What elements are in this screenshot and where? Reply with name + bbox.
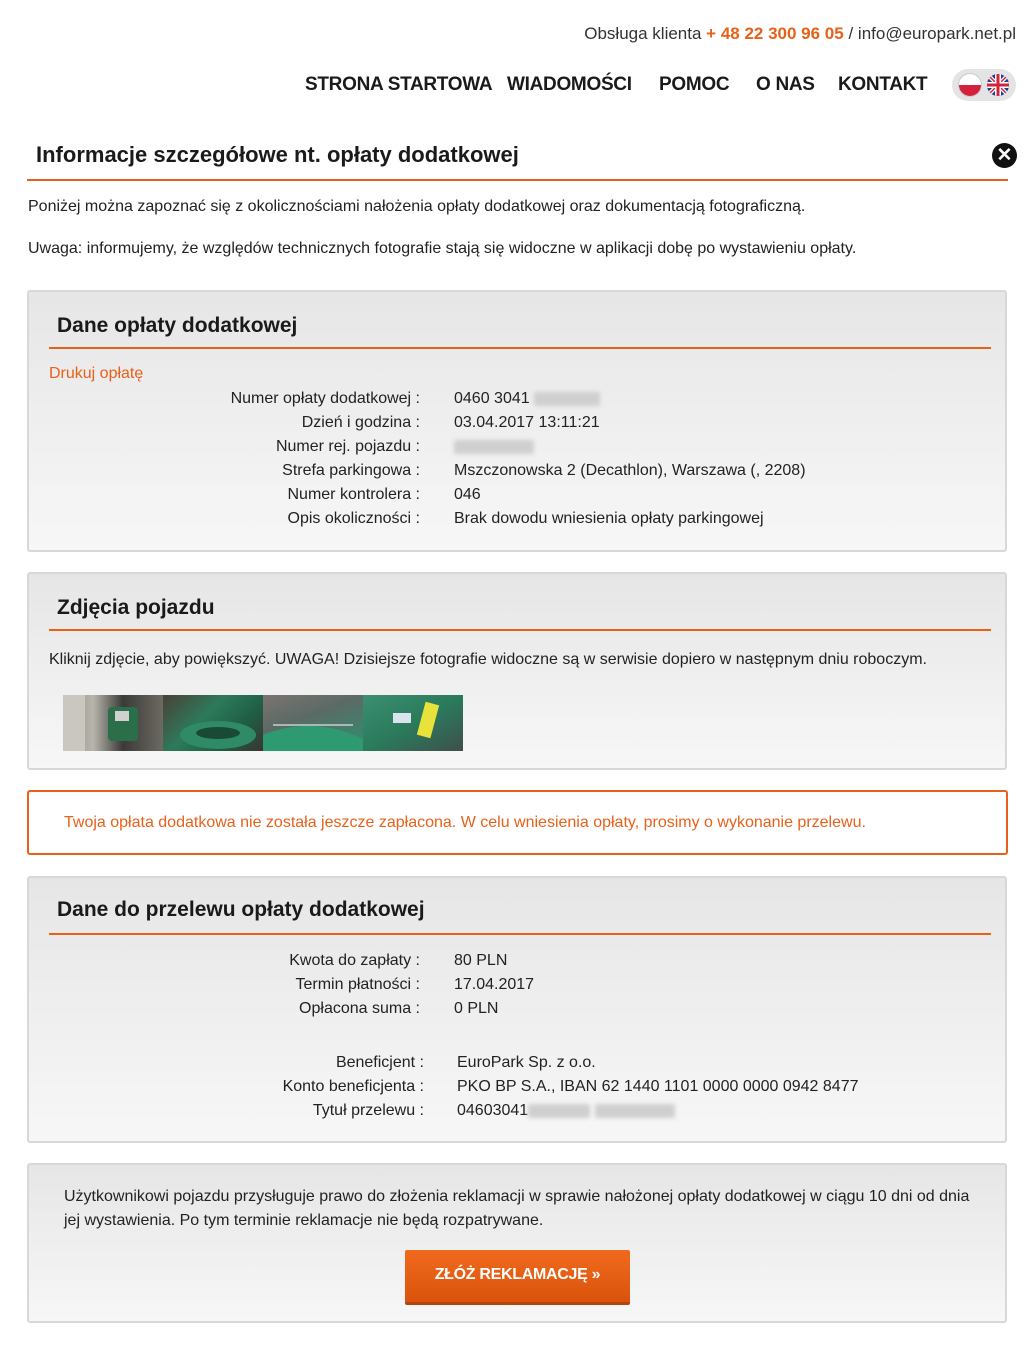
section-divider: [49, 629, 991, 631]
vehicle-photo-3[interactable]: [263, 695, 363, 751]
inspector-label: Numer kontrolera :: [287, 486, 420, 503]
email-link[interactable]: info@europark.net.pl: [857, 24, 1016, 43]
vehicle-photo-1[interactable]: [63, 695, 163, 751]
main-nav: [0, 74, 1036, 104]
photos-instructions: Kliknij zdjęcie, aby powiększyć. UWAGA! Dzisiejsze fotografie widoczne są w serwisie dopiero w następnym dniu roboczym.: [49, 651, 927, 668]
fee-details-card: [27, 290, 1007, 552]
amount-label: Kwota do zapłaty :: [289, 952, 420, 969]
unpaid-notice: [27, 790, 1008, 855]
fee-number-label: Numer opłaty dodatkowej :: [230, 390, 420, 407]
vehicle-photo-2[interactable]: [163, 695, 263, 751]
beneficiary-value: EuroPark Sp. z o.o.: [457, 1054, 596, 1071]
section-divider: [49, 933, 991, 935]
close-icon[interactable]: ✕: [992, 143, 1017, 168]
paid-sum-value: 0 PLN: [454, 1000, 499, 1017]
circumstances-value: Brak dowodu wniesienia opłaty parkingowej: [454, 510, 764, 527]
paid-sum-label: Opłacona suma :: [299, 1000, 420, 1017]
contact-separator: /: [848, 24, 854, 43]
due-date-value: 17.04.2017: [454, 976, 535, 993]
pl-flag-icon[interactable]: [959, 74, 981, 96]
title-divider: [27, 179, 1008, 181]
account-label: Konto beneficjenta :: [282, 1078, 424, 1095]
fee-number-value: 0460 3041: [454, 390, 600, 408]
print-fee-link[interactable]: Drukuj opłatę: [49, 365, 144, 382]
account-value: PKO BP S.A., IBAN 62 1440 1101 0000 0000 0942 8477: [457, 1078, 859, 1095]
amount-value: 80 PLN: [454, 952, 508, 969]
intro-text: Poniżej można zapoznać się z okolicznościami nałożenia opłaty dodatkowej oraz dokumentacją fotograficzną.: [28, 198, 806, 215]
datetime-label: Dzień i godzina :: [301, 414, 420, 431]
phone-number[interactable]: + 48 22 300 96 05: [706, 24, 844, 43]
nav-about[interactable]: O NAS: [756, 74, 815, 95]
file-complaint-button[interactable]: ZŁÓŻ REKLAMACJĘ »: [405, 1250, 630, 1302]
photos-card: [27, 572, 1007, 770]
section-divider: [49, 347, 991, 349]
due-date-label: Termin płatności :: [295, 976, 420, 993]
nav-help[interactable]: POMOC: [659, 74, 730, 95]
language-switcher: [952, 69, 1016, 101]
inspector-value: 046: [454, 486, 481, 503]
datetime-value: 03.04.2017 13:11:21: [454, 414, 600, 431]
nav-contact[interactable]: KONTAKT: [838, 74, 928, 95]
notice-text-photos: Uwaga: informujemy, że względów technicznych fotografie stają się widoczne w aplikacji dobę po wystawieniu opłaty.: [28, 240, 857, 257]
nav-home[interactable]: STRONA STARTOWA: [305, 74, 493, 95]
transfer-title-value: 04603041: [457, 1102, 675, 1120]
nav-news[interactable]: WIADOMOŚCI: [507, 74, 632, 95]
zone-value: Mszczonowska 2 (Decathlon), Warszawa (, 2208): [454, 462, 806, 479]
plate-label: Numer rej. pojazdu :: [275, 438, 420, 455]
complaint-info: Użytkownikowi pojazdu przysługuje prawo do złożenia reklamacji w sprawie nałożonej opłaty dodatkowej w ciągu 10 dni od dnia jej wystawienia. Po tym terminie reklamacje nie będą rozpatrywane.: [64, 1188, 970, 1229]
vehicle-photo-4[interactable]: [363, 695, 463, 751]
transfer-card: [27, 876, 1007, 1143]
beneficiary-label: Beneficjent :: [335, 1054, 424, 1071]
photos-heading: Zdjęcia pojazdu: [57, 596, 215, 619]
fee-details-heading: Dane opłaty dodatkowej: [57, 314, 298, 337]
contact-label: Obsługa klienta: [584, 24, 702, 43]
transfer-title-label: Tytuł przelewu :: [312, 1102, 424, 1119]
transfer-heading: Dane do przelewu opłaty dodatkowej: [57, 898, 425, 921]
zone-label: Strefa parkingowa :: [282, 462, 420, 479]
contact-bar: [584, 24, 1016, 44]
circumstances-label: Opis okoliczności :: [287, 510, 420, 527]
page-title: Informacje szczegółowe nt. opłaty dodatkowej: [36, 142, 519, 167]
plate-value: [454, 438, 534, 456]
uk-flag-icon[interactable]: [987, 74, 1009, 96]
unpaid-notice-text: Twoja opłata dodatkowa nie została jeszcze zapłacona. W celu wniesienia opłaty, prosimy o wykonanie przelewu.: [64, 814, 866, 831]
